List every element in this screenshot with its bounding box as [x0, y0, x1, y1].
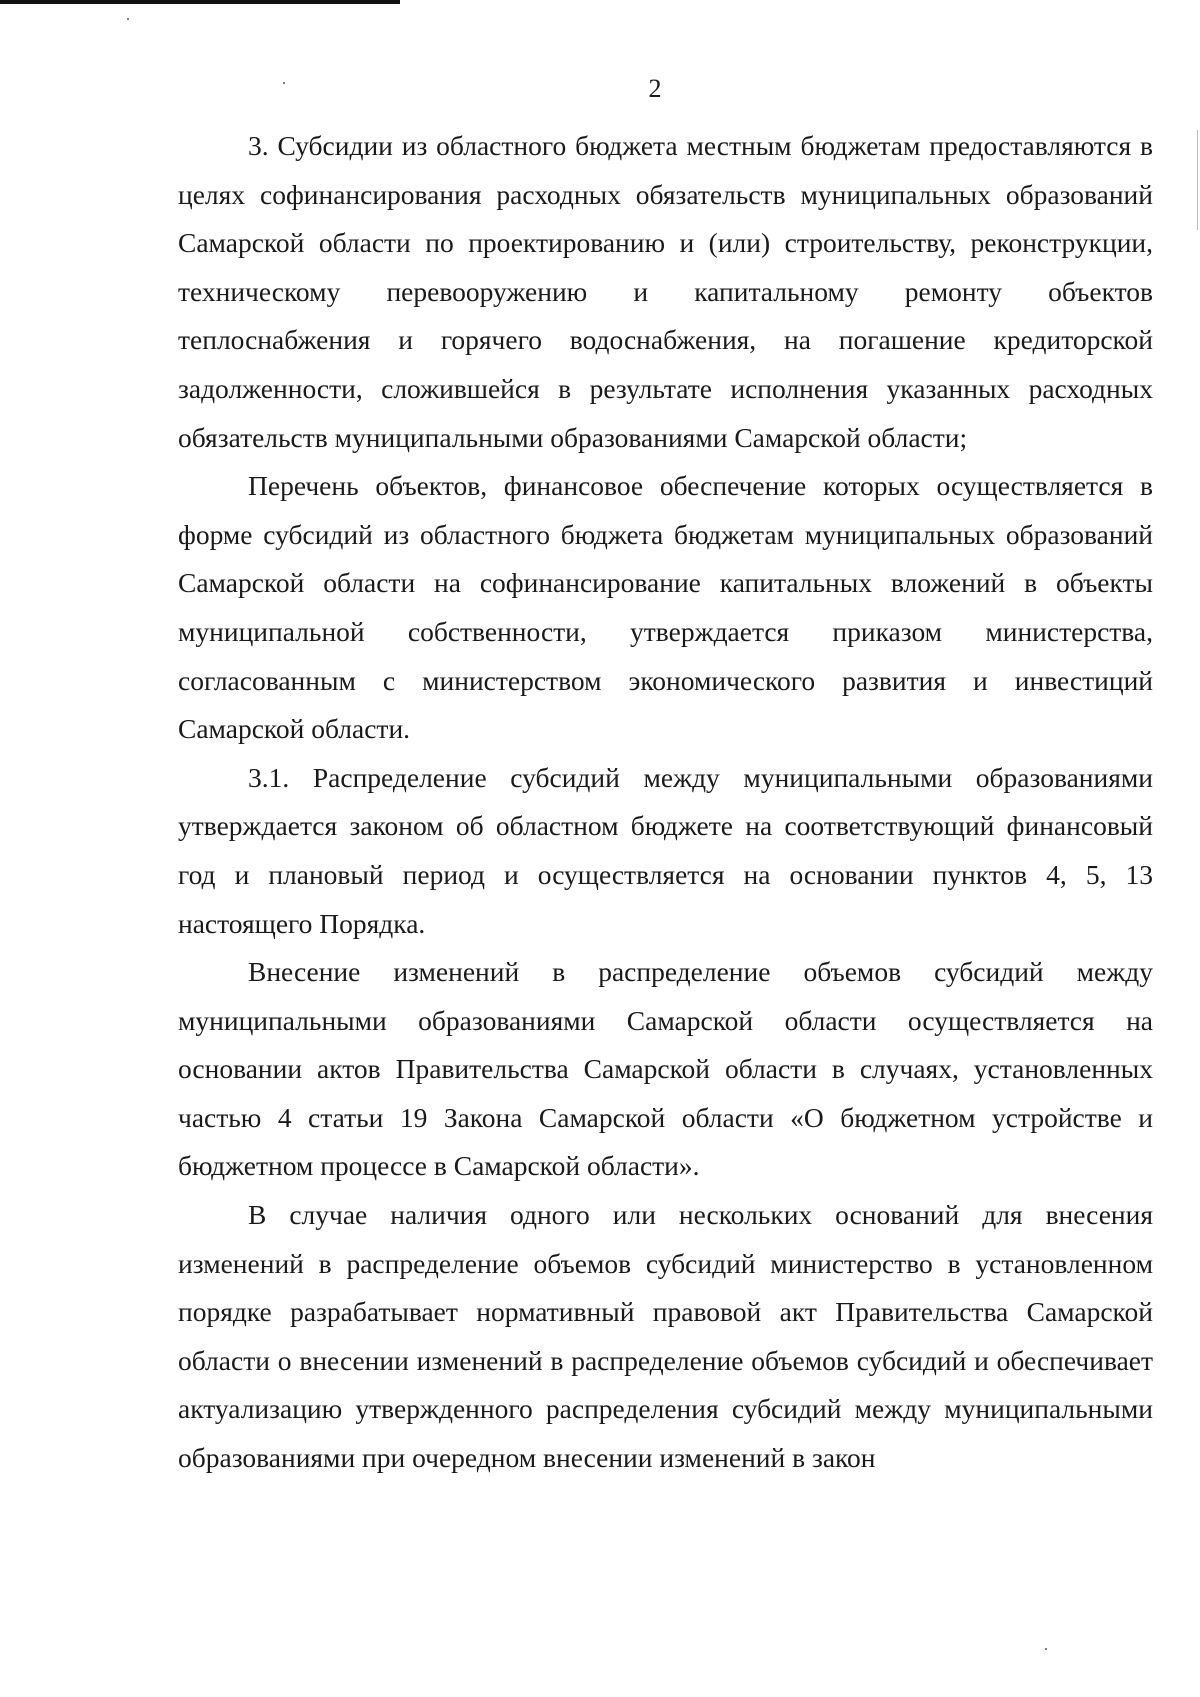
paragraph-grounds: В случае наличия одного или нескольких оснований для внесения изменений в распределение объемов субсидий министерство в установленном порядке разрабатывает нормативный правовой акт Правительства Самарской области о внесении изменений в распределение объемов субсидий и обеспечивает актуализацию утвержденного распределения субсидий между муниципальными образованиями при очередном внесении изменений в закон: [178, 1199, 1153, 1474]
paragraph-amendments: Внесение изменений в распределение объемов субсидий между муниципальными образованиями Самарской области осуществляется на основании актов Правительства Самарской области в случаях, установленных частью 4 статьи 19 Закона Самарской области «О бюджетном устройстве и бюджетном процессе в Самарской области».: [178, 956, 1153, 1182]
paragraph-object-list: Перечень объектов, финансовое обеспечение которых осуществляется в форме субсидий из областного бюджета бюджетам муниципальных образований Самарской области на софинансирование капитальных вложений в объекты муниципальной собственности, утверждается приказом министерства, согласованным с министерством экономического развития и инвестиций Самарской области.: [178, 470, 1153, 745]
scan-speck: [127, 18, 129, 20]
scan-right-edge: [1197, 130, 1198, 230]
scan-edge-mark: [0, 0, 400, 4]
paragraph-3-1: 3.1. Распределение субсидий между муниципальными образованиями утверждается законом об областном бюджете на соответствующий финансовый год и плановый период и осуществляется на основании пунктов 4, 5, 13 настоящего Порядка.: [178, 761, 1153, 939]
document-body: [178, 122, 1153, 1483]
page-number: 2: [648, 74, 662, 103]
scan-speck: [1045, 1648, 1047, 1650]
paragraph-3: 3. Субсидии из областного бюджета местным бюджетам предоставляются в целях софинансирования расходных обязательств муниципальных образований Самарской области по проектированию и (или) строительству, реконструкции, техническому перевооружению и капитальному ремонту объектов теплоснабжения и горячего водоснабжения, на погашение кредиторской задолженности, сложившейся в результате исполнения указанных расходных обязательств муниципальными образованиями Самарской области;: [178, 130, 1153, 453]
